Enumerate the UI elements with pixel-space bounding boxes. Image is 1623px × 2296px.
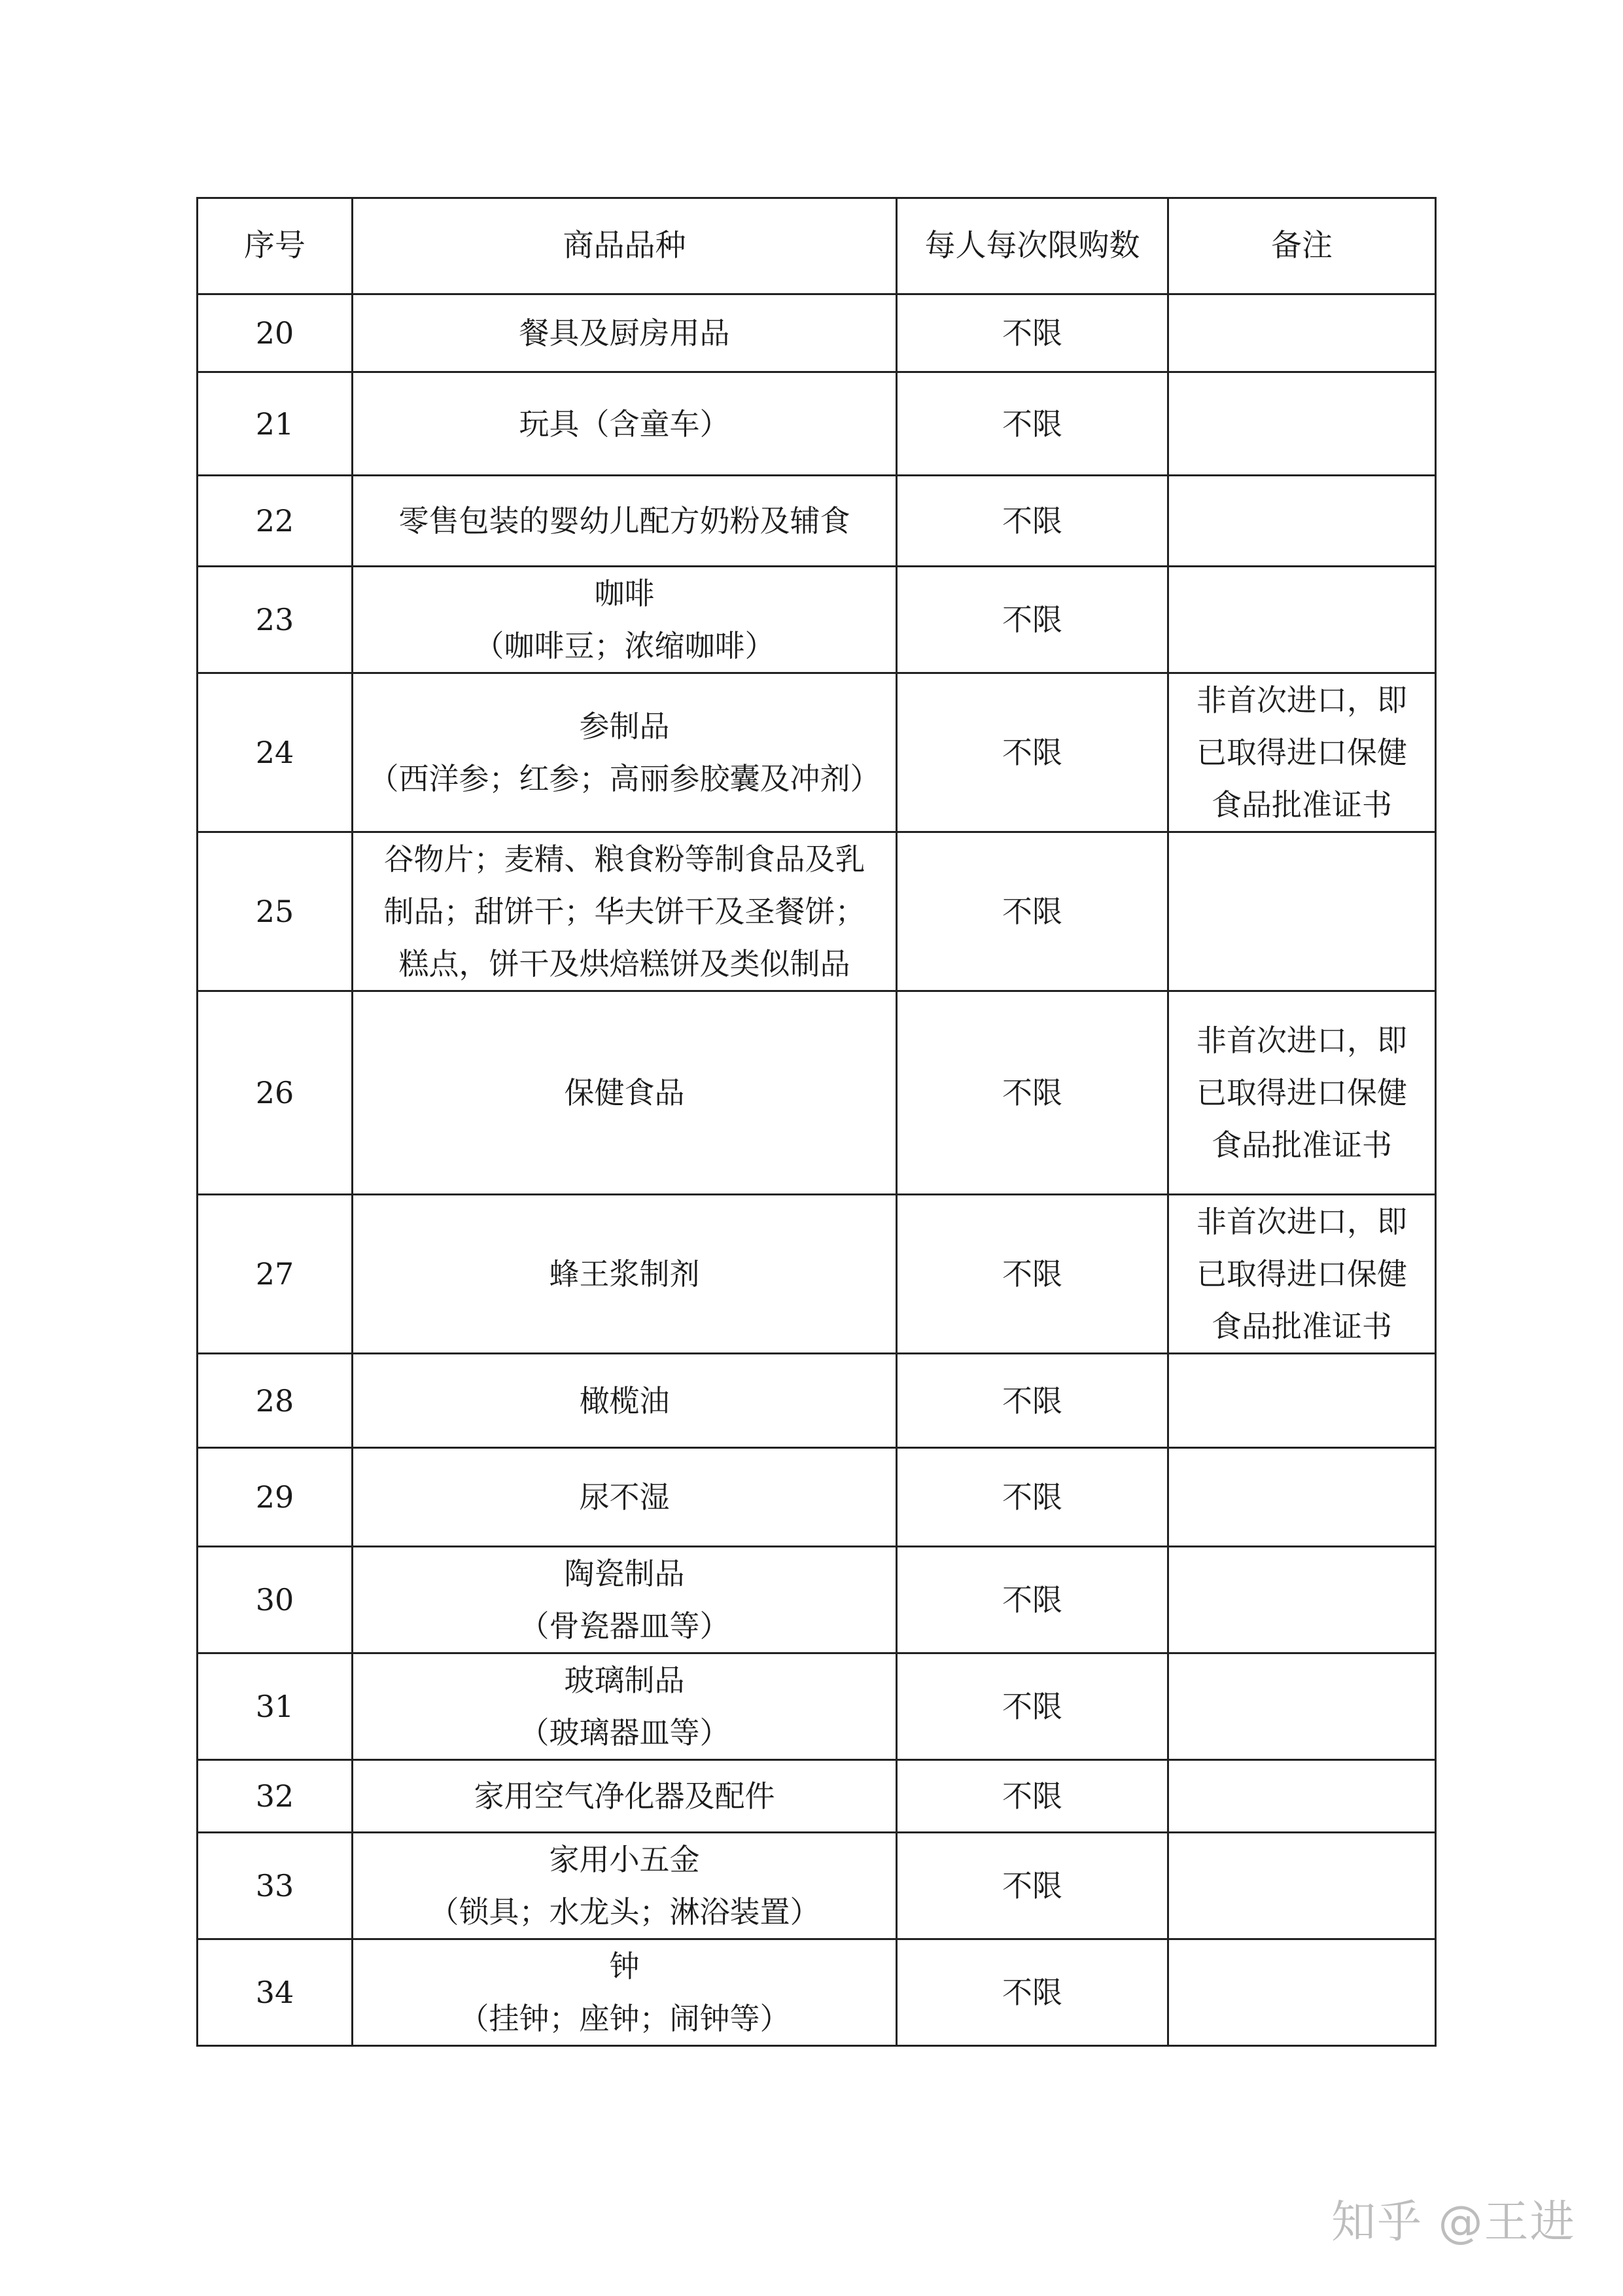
cell-limit: 不限 [897,1833,1168,1939]
cell-no: 34 [198,1939,353,2046]
cell-item-line: 咖啡 [594,576,655,611]
table-row [198,991,1436,1195]
table-body [198,294,1436,2046]
cell-no: 29 [198,1448,353,1547]
cell-note-line: 已取得进口保健 [1196,1256,1407,1292]
cell-note-line: 非首次进口，即 [1196,682,1407,718]
cell-limit: 不限 [897,372,1168,476]
cell-item [353,476,897,567]
cell-item [353,1195,897,1354]
cell-item-line: （玻璃器皿等） [519,1715,730,1750]
cell-no: 23 [198,567,353,673]
table-row [198,567,1436,673]
cell-limit: 不限 [897,1653,1168,1760]
table-row [198,1939,1436,2046]
cell-limit: 不限 [897,673,1168,832]
cell-item-line: 餐具及厨房用品 [519,315,730,351]
cell-note-line: 食品批准证书 [1212,787,1392,822]
cell-item-line: 保健食品 [564,1075,685,1110]
cell-item [353,1653,897,1760]
cell-no: 28 [198,1354,353,1448]
table-row [198,1354,1436,1448]
cell-no: 22 [198,476,353,567]
table-header-row [198,198,1436,294]
cell-limit: 不限 [897,991,1168,1195]
cell-item [353,1939,897,2046]
cell-note [1168,567,1436,673]
cell-item-line: 玻璃制品 [564,1663,685,1698]
cell-no: 26 [198,991,353,1195]
purchase-limit-table [196,197,1437,2047]
cell-item [353,1760,897,1833]
cell-limit: 不限 [897,567,1168,673]
cell-note [1168,673,1436,832]
table-row [198,1760,1436,1833]
table-row [198,673,1436,832]
cell-item-line: 零售包装的婴幼儿配方奶粉及辅食 [398,503,850,539]
cell-no: 31 [198,1653,353,1760]
cell-item-line: 参制品 [579,709,670,744]
cell-item-line: 尿不湿 [579,1479,670,1515]
table-row [198,294,1436,372]
cell-item-line: 糕点，饼干及烘焙糕饼及类似制品 [398,946,850,981]
cell-item [353,567,897,673]
table-row [198,832,1436,991]
cell-no: 30 [198,1547,353,1653]
cell-limit: 不限 [897,1547,1168,1653]
cell-item-line: 制品；甜饼干；华夫饼干及圣餐饼； [383,894,865,929]
cell-note [1168,1833,1436,1939]
watermark: 知乎 @王进 [1331,2197,1576,2248]
cell-limit: 不限 [897,1760,1168,1833]
cell-item-line: 家用空气净化器及配件 [474,1778,775,1814]
cell-note-line: 非首次进口，即 [1196,1023,1407,1058]
cell-note [1168,1547,1436,1653]
cell-item [353,1833,897,1939]
cell-limit: 不限 [897,1939,1168,2046]
header-limit: 每人每次限购数 [897,198,1168,294]
cell-item [353,673,897,832]
cell-note [1168,1448,1436,1547]
cell-item-line: （挂钟；座钟；闹钟等） [459,2001,790,2036]
cell-item-line: （咖啡豆；浓缩咖啡） [474,628,775,663]
cell-item-line: 陶瓷制品 [564,1556,685,1591]
cell-note-line: 已取得进口保健 [1196,1075,1407,1110]
header-note: 备注 [1168,198,1436,294]
cell-note-line: 已取得进口保健 [1196,735,1407,770]
cell-no: 21 [198,372,353,476]
cell-item [353,1448,897,1547]
cell-item-line: 家用小五金 [549,1842,700,1877]
header-item: 商品品种 [353,198,897,294]
cell-no: 20 [198,294,353,372]
cell-item-line: 钟 [609,1949,640,1984]
cell-no: 27 [198,1195,353,1354]
cell-item-line: 橄榄油 [579,1383,670,1419]
cell-limit: 不限 [897,294,1168,372]
table-row [198,1195,1436,1354]
cell-limit: 不限 [897,1195,1168,1354]
cell-note [1168,476,1436,567]
cell-note [1168,991,1436,1195]
cell-limit: 不限 [897,1354,1168,1448]
cell-item [353,832,897,991]
cell-note [1168,1195,1436,1354]
table-row [198,1833,1436,1939]
cell-no: 33 [198,1833,353,1939]
cell-item-line: 谷物片；麦精、粮食粉等制食品及乳 [383,841,865,877]
cell-item [353,372,897,476]
cell-note-line: 食品批准证书 [1212,1309,1392,1344]
cell-limit: 不限 [897,832,1168,991]
table-row [198,476,1436,567]
cell-item-line: 玩具（含童车） [519,406,730,442]
table-row [198,1653,1436,1760]
cell-no: 32 [198,1760,353,1833]
cell-item [353,1354,897,1448]
table-row [198,1448,1436,1547]
cell-item-line: （西洋参；红参；高丽参胶囊及冲剂） [368,761,881,796]
cell-note [1168,1760,1436,1833]
cell-limit: 不限 [897,476,1168,567]
cell-item-line: 蜂王浆制剂 [549,1256,700,1292]
header-no: 序号 [198,198,353,294]
cell-item [353,1547,897,1653]
cell-note [1168,1653,1436,1760]
table-row [198,372,1436,476]
cell-note [1168,1354,1436,1448]
cell-no: 25 [198,832,353,991]
cell-note-line: 非首次进口，即 [1196,1204,1407,1239]
cell-item-line: （锁具；水龙头；淋浴装置） [428,1894,820,1930]
cell-limit: 不限 [897,1448,1168,1547]
cell-note [1168,1939,1436,2046]
cell-note [1168,294,1436,372]
cell-note [1168,832,1436,991]
cell-item [353,294,897,372]
cell-item-line: （骨瓷器皿等） [519,1608,730,1644]
cell-note-line: 食品批准证书 [1212,1127,1392,1163]
table-row [198,1547,1436,1653]
cell-item [353,991,897,1195]
cell-no: 24 [198,673,353,832]
cell-note [1168,372,1436,476]
